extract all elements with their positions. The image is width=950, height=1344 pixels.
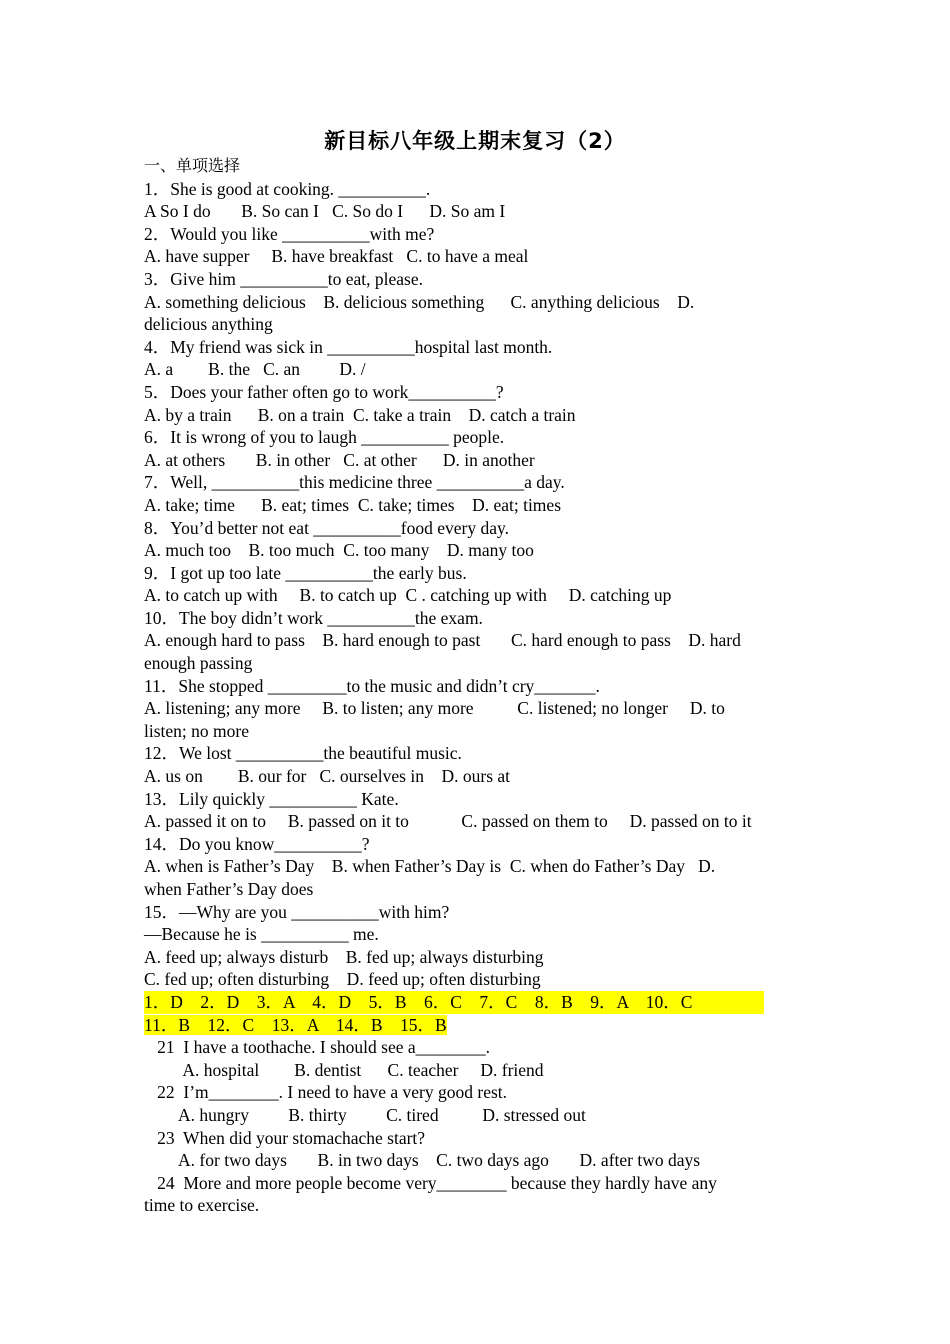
text-line: 14．Do you know__________? xyxy=(144,833,370,854)
text-line: time to exercise. xyxy=(144,1195,260,1216)
text-line: A. have supper B. have breakfast C. to have a meal xyxy=(144,246,529,267)
text-line: A. feed up; always disturb B. fed up; always disturbing xyxy=(144,946,544,967)
text-line: 6．It is wrong of you to laugh __________ people. xyxy=(144,427,505,448)
answer-key-line: 1．D 2．D 3．A 4．D 5．B 6．C 7．C 8．B 9．A 10．C xyxy=(144,991,764,1014)
text-line: enough passing xyxy=(144,653,253,674)
text-line: 3．Give him __________to eat, please. xyxy=(144,268,423,289)
text-line: 5．Does your father often go to work__________? xyxy=(144,381,504,402)
text-line: 7．Well, __________this medicine three __________a day. xyxy=(144,472,565,493)
text-line: A. by a train B. on a train C. take a train D. catch a train xyxy=(144,404,576,425)
text-line: A. listening; any more B. to listen; any more C. listened; no longer D. to xyxy=(144,698,725,719)
text-line: 10．The boy didn’t work __________the exam. xyxy=(144,607,483,628)
text-line: A. passed it on to B. passed on it to C. passed on them to D. passed on to it xyxy=(144,811,752,832)
text-line: 22 I’m________. I need to have a very good rest. xyxy=(144,1082,508,1103)
text-line: C. fed up; often disturbing D. feed up; often disturbing xyxy=(144,969,541,990)
section-heading: 一、单项选择 xyxy=(144,156,241,175)
text-line: 8．You’d better not eat __________food every day. xyxy=(144,517,510,538)
text-line: A. much too B. too much C. too many D. many too xyxy=(144,540,534,561)
text-line: —Because he is __________ me. xyxy=(144,924,379,945)
text-line: 2．Would you like __________with me? xyxy=(144,223,435,244)
text-line: 12．We lost __________the beautiful music. xyxy=(144,743,462,764)
text-line: A. to catch up with B. to catch up C . catching up with D. catching up xyxy=(144,585,672,606)
text-line: A. us on B. our for C. ourselves in D. ours at xyxy=(144,766,511,787)
answer-key xyxy=(144,991,814,1036)
text-line: 11．She stopped _________to the music and didn’t cry_______. xyxy=(144,675,600,696)
text-line: 21 I have a toothache. I should see a________. xyxy=(144,1037,491,1058)
text-line: A. a B. the C. an D. / xyxy=(144,359,366,380)
text-line: A. enough hard to pass B. hard enough to past C. hard enough to pass D. hard xyxy=(144,630,741,651)
text-line: A. for two days B. in two days C. two days ago D. after two days xyxy=(144,1150,701,1171)
text-line: A. hospital B. dentist C. teacher D. friend xyxy=(144,1059,544,1080)
text-line: A. something delicious B. delicious something C. anything delicious D. xyxy=(144,291,695,312)
text-line: 4．My friend was sick in __________hospital last month. xyxy=(144,336,553,357)
text-line: when Father’s Day does xyxy=(144,879,314,899)
text-line: 1．She is good at cooking. __________. xyxy=(144,178,431,199)
document-title: 新目标八年级上期末复习（2） xyxy=(324,129,626,153)
text-line: 24 More and more people become very________ because they hardly have any xyxy=(144,1172,717,1193)
text-line: 9．I got up too late __________the early bus. xyxy=(144,562,467,583)
answer-key-line: 11．B 12．C 13．A 14．B 15．B xyxy=(144,1014,447,1035)
text-line: A. at others B. in other C. at other D. in another xyxy=(144,449,535,470)
document-body xyxy=(144,155,814,1217)
text-line: delicious anything xyxy=(144,314,273,335)
text-line: A. when is Father’s Day B. when Father’s Day is C. when do Father’s Day D. xyxy=(144,856,716,877)
text-line: 13．Lily quickly __________ Kate. xyxy=(144,788,399,809)
text-line: A So I do B. So can I C. So do I D. So am I xyxy=(144,201,506,222)
question-list xyxy=(144,178,814,991)
text-line: A. hungry B. thirty C. tired D. stressed out xyxy=(144,1104,586,1125)
text-line: 15．—Why are you __________with him? xyxy=(144,901,450,922)
text-line: 23 When did your stomachache start? xyxy=(144,1127,426,1148)
extra-questions xyxy=(144,1036,814,1217)
answer-key-line-wrapper xyxy=(144,1014,764,1037)
text-line: listen; no more xyxy=(144,720,249,741)
text-line: A. take; time B. eat; times C. take; times D. eat; times xyxy=(144,494,562,515)
